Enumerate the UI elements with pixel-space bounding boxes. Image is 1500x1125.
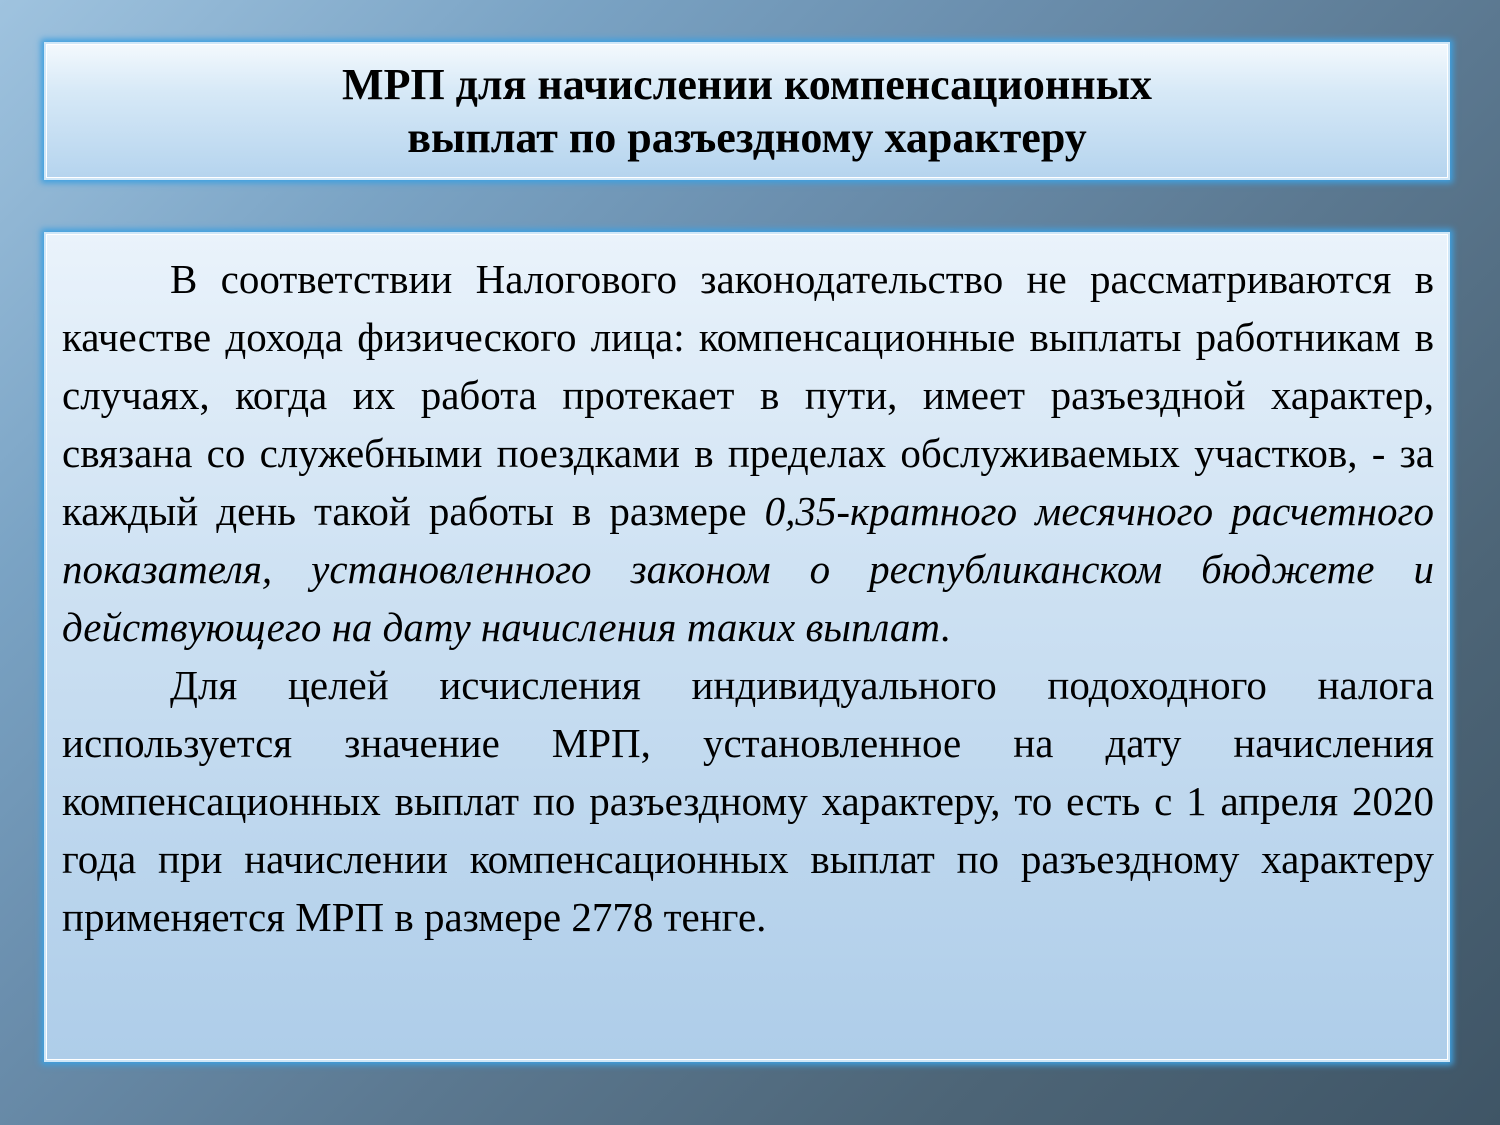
slide-content-box xyxy=(44,232,1450,1062)
paragraph-exemption xyxy=(62,250,1434,656)
paragraph-exemption-end: . xyxy=(940,604,951,650)
slide-title-line-1: МРП для начислении компенсационных xyxy=(342,60,1152,109)
slide-title-box xyxy=(44,42,1450,180)
paragraph-exemption-text: В соответствии Налогового законодательство не рассматриваются в качестве дохода физического лица: компенсационные выплаты работникам в случаях, когда их работа протекает в пути, имеет разъездной характер, связана со служебными поездками в пределах обслуживаемых участков, - за каждый день такой работы в размере xyxy=(62,256,1434,534)
paragraph-exemption-italic: 0,35-кратного месячного расчетного показателя, установленного законом о республиканском бюджете и действующего на дату начисления таких выплат xyxy=(62,488,1434,650)
slide-title-line-2: выплат по разъездному характеру xyxy=(407,113,1087,162)
paragraph-mrp-value: Для целей исчисления индивидуального подоходного налога используется значение МРП, установленное на дату начисления компенсационных выплат по разъездному характеру, то есть с 1 апреля 2020 года при начислении компенсационных выплат по разъездному характеру применяется МРП в размере 2778 тенге. xyxy=(62,662,1434,940)
